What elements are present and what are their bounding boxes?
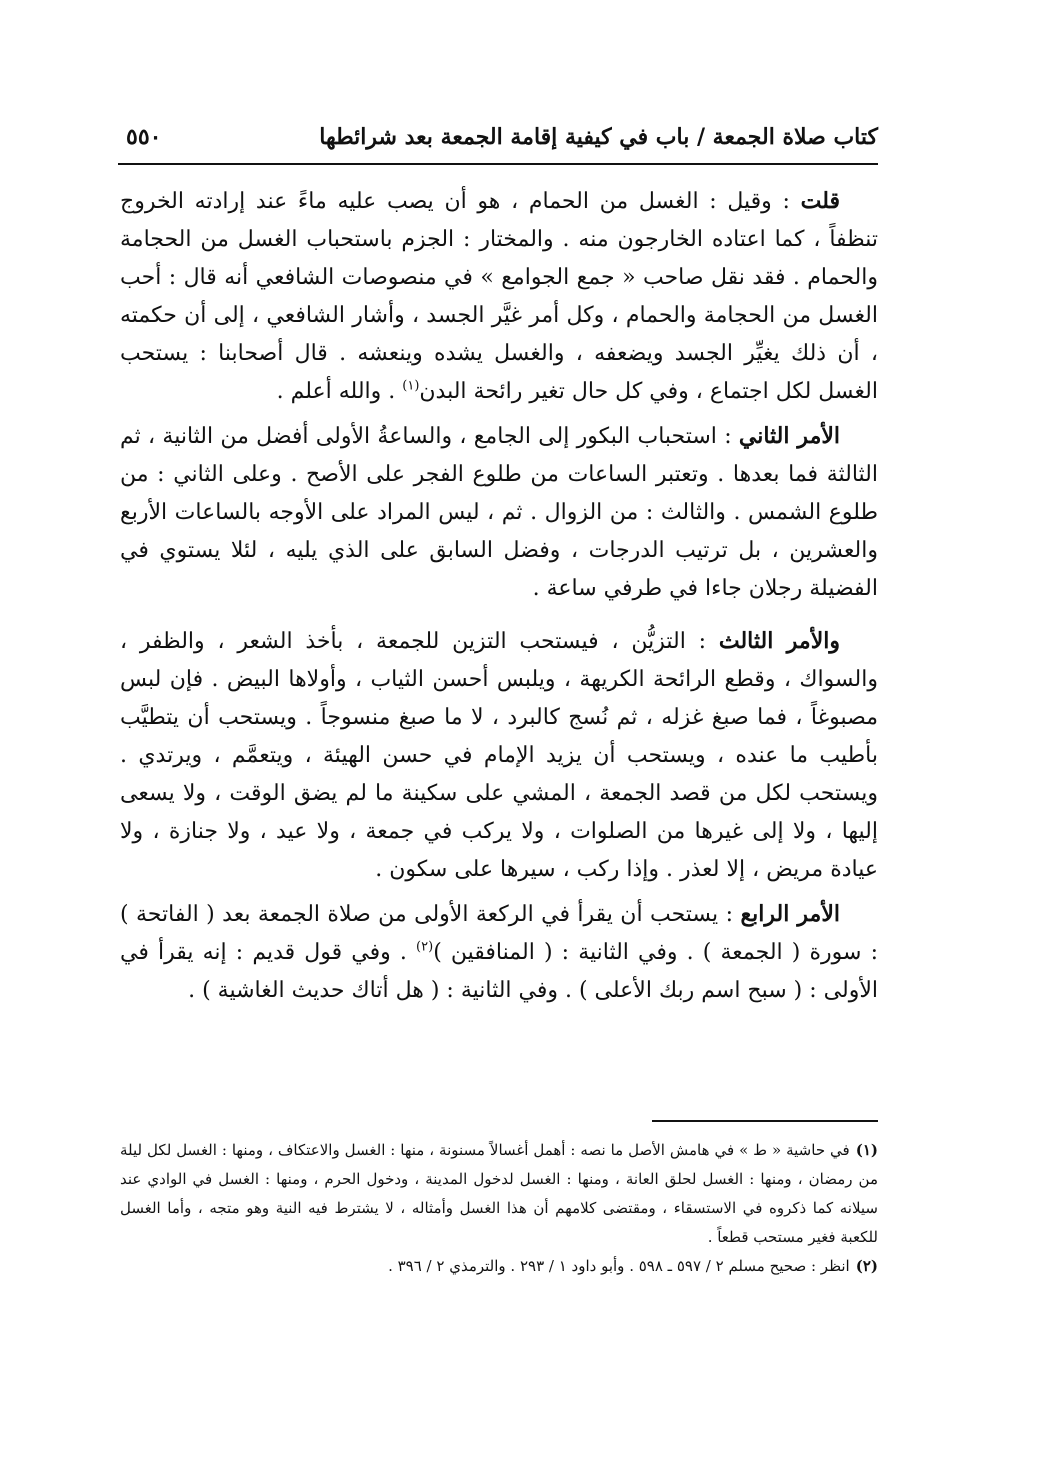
footnotes [120,1136,878,1281]
paragraph-1-tail: . والله أعلم . [276,379,403,404]
paragraph-4-tail: . وفي قول قديم : إنه يقرأ في الأولى : ( سبح اسم ربك الأعلى ) . وفي الثانية : ( هل أتاك حديث الغاشية ) . [120,940,878,1003]
paragraph-3-lead: والأمر الثالث [718,628,840,654]
paragraph-2-text: : استحباب البكور إلى الجامع ، والساعةُ الأولى أفضل من الثانية ، ثم الثالثة فما بعدها . وتعتبر الساعات من طلوع الفجر على الأصح . وعلى الثاني : من طلوع الشمس . والثالث : من الزوال . ثم ، ليس المراد على الأوجه بالساعات الأربع والعشرين ، بل ترتيب الدرجات ، وفضل السابق على الذي يليه ، لئلا يستوي في الفضيلة رجلان جاءا في طرفي ساعة . [120,424,878,601]
paragraph-2 [120,417,878,608]
paragraph-1-text: : وقيل : الغسل من الحمام ، هو أن يصب عليه ماءً عند إرادته الخروج تنظفاً ، كما اعتاده الخارجون منه . والمختار : الجزم باستحباب الغسل من الحجامة والحمام . فقد نقل صاحب « جمع الجوامع » في منصوصات الشافعي أنه قال : أحب الغسل من الحجامة والحمام ، وكل أمر غيَّر الجسد ، وأشار الشافعي ، إلى أن حكمته ، أن ذلك يغيِّر الجسد ويضعفه ، والغسل يشده وينعشه . قال أصحابنا : يستحب الغسل لكل اجتماع ، وفي كل حال تغير رائحة البدن [120,189,878,404]
main-text [120,182,878,1010]
paragraph-1 [120,182,878,411]
footnote-divider [652,1120,878,1122]
paragraph-3 [120,622,878,889]
footnote-ref-2: (٢) [416,939,434,955]
footnote-1-text: في حاشية « ط » في هامش الأصل ما نصه : أهمل أغسالاً مسنونة ، منها : الغسل والاعتكاف ، ومنها : الغسل لكل ليلة من رمضان ، ومنها : الغسل لحلق العانة ، ومنها : الغسل لدخول المدينة ، ودخول الحرم ، ومنها : الغسل في الوادي عند سيلانه كما ذكروه في الاستسقاء ، ومقتضى كلامهم أن هذا الغسل وأمثاله ، لا يشترط فيه النية وهو متجه ، وأما الغسل للكعبة فغير مستحب قطعاً . [120,1141,878,1246]
header-divider [118,163,878,165]
footnote-2-number: (٢) [855,1257,878,1275]
page-header [118,118,878,166]
paragraph-4 [120,895,878,1010]
paragraph-1-lead: قلت [800,188,840,214]
footnote-2 [120,1252,878,1281]
footnote-ref-1: (١) [402,378,420,394]
footnote-1 [120,1136,878,1252]
paragraph-4-lead: الأمر الرابع [740,901,840,927]
paragraph-2-lead: الأمر الثاني [738,423,841,449]
paragraph-4-text: : يستحب أن يقرأ في الركعة الأولى من صلاة الجمعة بعد ( الفاتحة ) : سورة ( الجمعة ) . وفي الثانية : ( المنافقين ) [120,902,878,965]
footnote-2-text: انظر : صحيح مسلم ٢ / ٥٩٧ ـ ٥٩٨ . وأبو داود ١ / ٢٩٣ . والترمذي ٢ / ٣٩٦ . [388,1257,850,1275]
page-number: ٥٥٠ [126,124,162,150]
paragraph-3-text: : التزيُّن ، فيستحب التزين للجمعة ، بأخذ الشعر ، والظفر ، والسواك ، وقطع الرائحة الكريهة ، ويلبس أحسن الثياب ، وأولاها البيض . فإن لبس مصبوغاً ، فما صبغ غزله ، ثم نُسج كالبرد ، لا ما صبغ منسوجاً . ويستحب أن يتطيَّب بأطيب ما عنده ، ويستحب أن يزيد الإمام في حسن الهيئة ، ويتعمَّم ، ويرتدي . ويستحب لكل من قصد الجمعة ، المشي على سكينة ما لم يضق الوقت ، ولا يسعى إليها ، ولا إلى غيرها من الصلوات ، ولا يركب في جمعة ، ولا عيد ، ولا جنازة ، ولا عيادة مريض ، إلا لعذر . وإذا ركب ، سيرها على سكون . [120,629,878,882]
footnote-1-number: (١) [855,1141,878,1159]
running-title: كتاب صلاة الجمعة / باب في كيفية إقامة الجمعة بعد شرائطها [319,124,878,150]
